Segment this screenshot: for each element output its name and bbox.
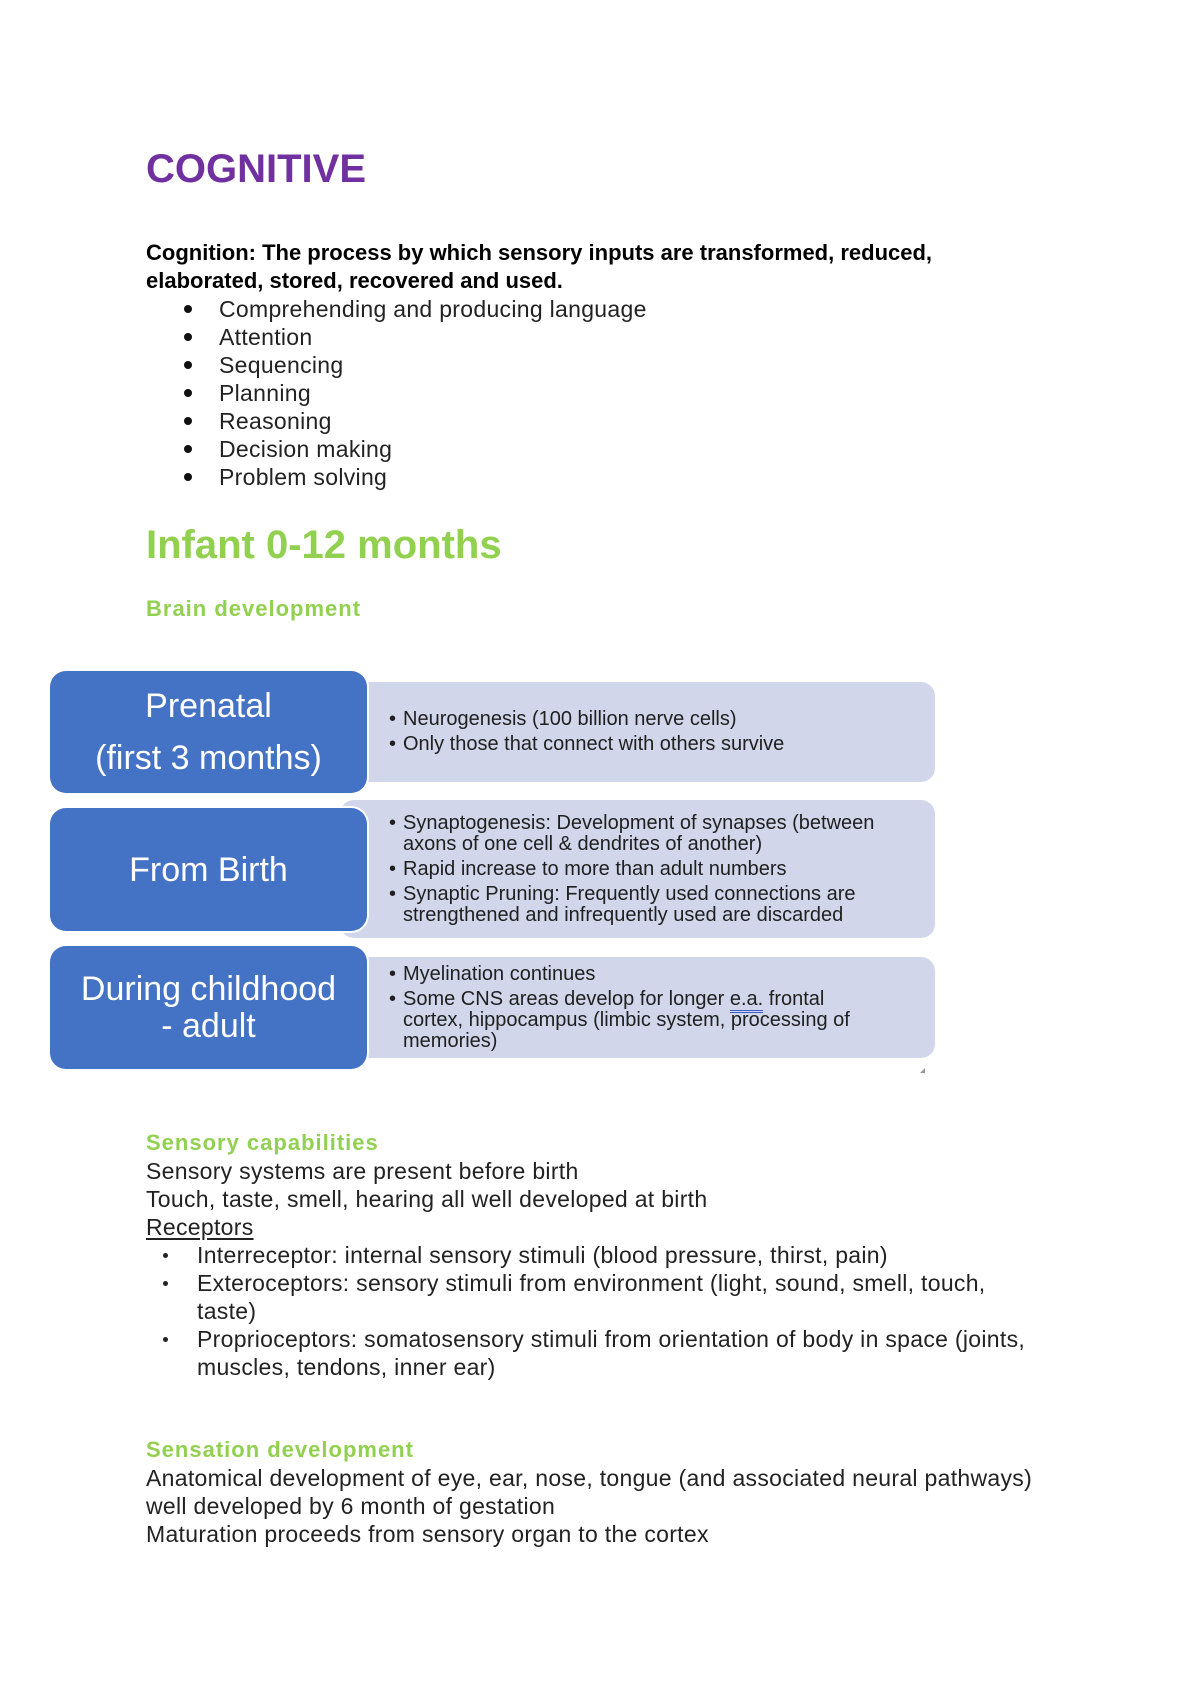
detail-bullet: [389, 709, 935, 730]
list-item-text: Comprehending and producing language: [219, 296, 647, 322]
bullet-icon: [184, 361, 192, 369]
paragraph-line: Maturation proceeds from sensory organ to the cortex: [146, 1521, 709, 1547]
detail-line: [403, 989, 935, 1010]
list-item: [0, 295, 1200, 323]
stage-details-childhood-adult: [340, 957, 935, 1058]
bullet-icon: [389, 813, 396, 834]
detail-bullet: [389, 734, 935, 755]
list-item-line: Proprioceptors: somatosensory stimuli from orientation of body in space (joints,: [197, 1326, 1026, 1352]
list-item: [0, 323, 1200, 351]
section-heading-cognitive: COGNITIVE: [146, 147, 367, 191]
bullet-icon: [163, 1337, 168, 1342]
bullet-icon: [389, 989, 396, 1010]
detail-line: memories): [403, 1029, 498, 1052]
detail-line: Synaptogenesis: Development of synapses (between: [403, 811, 875, 834]
detail-bullet: [389, 989, 935, 1052]
detail-bullet: [389, 884, 935, 926]
bullet-icon: [163, 1281, 168, 1286]
list-item: [0, 435, 1200, 463]
stage-title-line: (first 3 months): [95, 739, 322, 777]
spellcheck-flagged-word[interactable]: e.a.: [730, 988, 763, 1013]
subheading-sensory-capabilities: Sensory capabilities: [146, 1130, 379, 1155]
bullet-icon: [389, 859, 396, 880]
receptors-label: [146, 1213, 1025, 1241]
definition-line: Cognition: The process by which sensory inputs are transformed, reduced,: [146, 240, 933, 265]
list-item: [0, 379, 1200, 407]
cognition-process-list: [0, 295, 1200, 491]
detail-bullet: [389, 859, 935, 880]
stage-title-childhood-adult: [50, 946, 367, 1069]
list-item-text: Decision making: [219, 436, 393, 462]
detail-line-part: frontal: [763, 987, 825, 1010]
list-item: [146, 1269, 1025, 1325]
stage-title-prenatal: [50, 671, 367, 793]
detail-line: Myelination continues: [403, 962, 596, 985]
paragraph-line: Touch, taste, smell, hearing all well developed at birth: [146, 1186, 708, 1212]
paragraph-line: Anatomical development of eye, ear, nose, tongue (and associated neural pathways): [146, 1465, 1033, 1491]
detail-line: Rapid increase to more than adult numbers: [403, 857, 787, 880]
definition-line: elaborated, stored, recovered and used.: [146, 268, 563, 293]
list-item: [0, 351, 1200, 379]
stage-details-prenatal: [340, 682, 935, 782]
cognition-definition: [146, 239, 932, 295]
detail-line: cortex, hippocampus (limbic system, processing of: [403, 1008, 850, 1031]
bullet-icon: [389, 734, 396, 755]
list-item-text: Problem solving: [219, 464, 388, 490]
sensory-capabilities-section: [146, 1129, 1025, 1381]
bullet-icon: [184, 333, 192, 341]
paragraph-line: well developed by 6 month of gestation: [146, 1493, 556, 1519]
stage-title-line: Prenatal: [145, 687, 272, 725]
stage-title-line: From Birth: [129, 850, 288, 889]
list-item-text: Sequencing: [219, 352, 344, 378]
list-item-line: taste): [197, 1298, 257, 1324]
stage-title-from-birth: [50, 808, 367, 931]
detail-line: strengthened and infrequently used are discarded: [403, 903, 844, 926]
bullet-icon: [163, 1253, 168, 1258]
subheading-sensation-development: Sensation development: [146, 1437, 414, 1462]
sensation-development-section: [146, 1436, 1032, 1548]
bullet-icon: [184, 305, 192, 313]
detail-line: axons of one cell & dendrites of another): [403, 832, 763, 855]
bullet-icon: [389, 884, 396, 905]
list-item-text: Planning: [219, 380, 311, 406]
stage-title-line: - adult: [161, 1006, 256, 1045]
list-item: [146, 1325, 1025, 1381]
subheading-brain-development: Brain development: [146, 596, 362, 621]
bullet-icon: [184, 389, 192, 397]
list-item-text: Attention: [219, 324, 313, 350]
bullet-icon: [184, 417, 192, 425]
list-item: [0, 463, 1200, 491]
bullet-icon: [184, 445, 192, 453]
paragraph-line: Sensory systems are present before birth: [146, 1158, 579, 1184]
list-item-line: Interreceptor: internal sensory stimuli (blood pressure, thirst, pain): [197, 1242, 888, 1268]
detail-line: Synaptic Pruning: Frequently used connections are: [403, 882, 856, 905]
resize-handle-icon[interactable]: [920, 1068, 925, 1073]
bullet-icon: [389, 709, 396, 730]
detail-line: Only those that connect with others survive: [403, 733, 785, 755]
list-item-line: Exteroceptors: sensory stimuli from environment (light, sound, smell, touch,: [197, 1270, 986, 1296]
bullet-icon: [389, 964, 396, 985]
detail-line-part: Some CNS areas develop for longer: [403, 987, 730, 1010]
list-item-line: muscles, tendons, inner ear): [197, 1354, 496, 1380]
detail-bullet: [389, 813, 935, 855]
receptors-label-text: Receptors: [146, 1214, 254, 1240]
receptors-list: [146, 1241, 1025, 1381]
detail-bullet: [389, 964, 935, 985]
stage-title-line: During childhood: [80, 969, 337, 1008]
section-heading-infant: Infant 0-12 months: [146, 523, 502, 567]
list-item: [146, 1241, 1025, 1269]
detail-line: Neurogenesis (100 billion nerve cells): [403, 708, 737, 730]
list-item: [0, 407, 1200, 435]
list-item-text: Reasoning: [219, 408, 332, 434]
stage-details-from-birth: [340, 800, 935, 938]
bullet-icon: [184, 473, 192, 481]
